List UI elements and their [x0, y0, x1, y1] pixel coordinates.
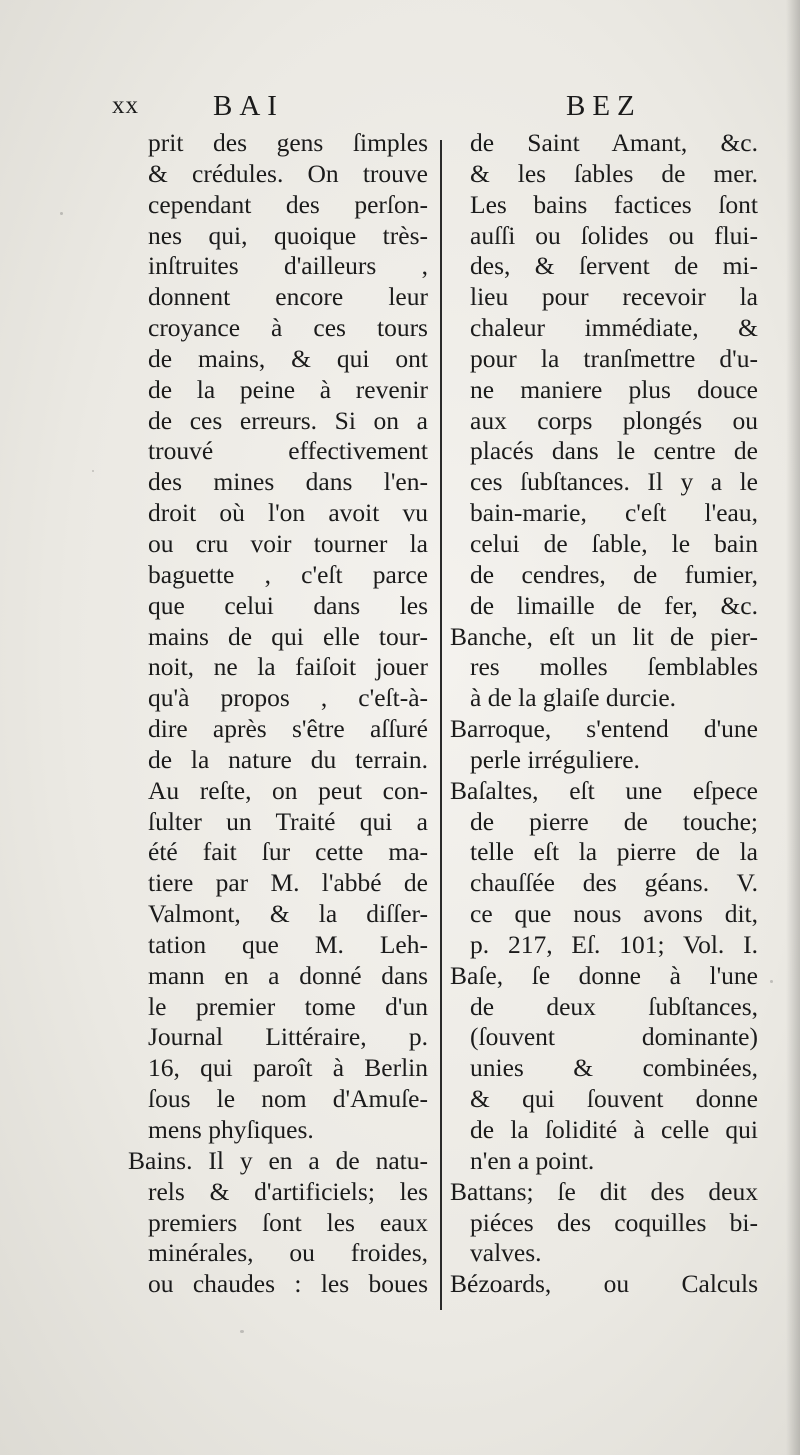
text-line-right: aux corps plongés ou: [470, 405, 758, 435]
text-line-left: donnent encore leur: [148, 282, 428, 312]
text-line-left: ſous le nom d'Amuſe-: [148, 1084, 428, 1114]
text-line-right: ce que nous avons dit,: [470, 899, 758, 929]
page-number: xx: [112, 92, 139, 119]
running-header: [0, 86, 800, 126]
text-line-left: mann en a donné dans: [148, 960, 428, 990]
text-line-right: (ſouvent dominante): [470, 1022, 758, 1052]
text-line-left: noit, ne la faiſoit jouer: [148, 652, 428, 682]
text-line-right: bain-marie, c'eſt l'eau,: [470, 498, 758, 528]
text-line-right: des, & ſervent de mi-: [470, 251, 758, 281]
text-line-left: de la peine à revenir: [148, 374, 428, 404]
text-line-left: Bains. Il y en a de natu-: [128, 1145, 428, 1175]
text-line-left: droit où l'on avoit vu: [148, 498, 428, 528]
text-line-right: de deux ſubſtances,: [470, 991, 758, 1021]
paper-speck: [770, 980, 773, 983]
left-running-head: BAI: [213, 90, 284, 122]
paper-speck: [92, 470, 94, 472]
text-line-left: tiere par M. l'abbé de: [148, 868, 428, 898]
text-line-right: telle eſt la pierre de la: [470, 837, 758, 867]
text-line-left: ou chaudes : les boues: [148, 1269, 428, 1299]
column-divider-rule: [440, 140, 442, 1310]
text-line-right: p. 217, Eſ. 101; Vol. I.: [470, 929, 758, 959]
text-line-right: n'en a point.: [470, 1145, 595, 1175]
text-line-left: & crédules. On trouve: [148, 158, 428, 188]
text-line-right: Barroque, s'entend d'une: [450, 714, 758, 744]
text-line-left: rels & d'artificiels; les: [148, 1176, 428, 1206]
text-line-right: chauſſée des géans. V.: [470, 868, 758, 898]
text-line-right: Baſe, ſe donne à l'une: [450, 960, 758, 990]
text-line-left: qu'à propos , c'eſt-à-: [148, 683, 428, 713]
text-line-right: auſſi ou ſolides ou flui-: [470, 220, 758, 250]
page-edge-shadow: [786, 0, 800, 1455]
text-line-left: Journal Littéraire, p.: [148, 1022, 428, 1052]
text-line-right: de la ſolidité à celle qui: [470, 1115, 758, 1144]
text-line-left: mens phyſiques.: [148, 1115, 314, 1144]
text-line-left: de mains, & qui ont: [148, 343, 428, 373]
text-line-left: premiers ſont les eaux: [148, 1207, 428, 1237]
text-line-right: valves.: [470, 1238, 542, 1268]
text-line-right: Baſaltes, eſt une eſpece: [450, 775, 758, 805]
text-line-right: Bézoards, ou Calculs: [450, 1269, 758, 1299]
text-line-left: 16, qui paroît à Berlin: [148, 1053, 428, 1083]
text-line-right: Battans; ſe dit des deux: [450, 1176, 758, 1206]
text-line-right: Les bains factices ſont: [470, 189, 758, 219]
text-line-right: de cendres, de fumier,: [470, 559, 758, 589]
text-line-left: de ces erreurs. Si on a: [148, 405, 428, 435]
text-line-right: ne maniere plus douce: [470, 374, 758, 404]
text-line-left: le premier tome d'un: [148, 991, 428, 1021]
right-running-head: BEZ: [566, 90, 642, 122]
text-line-right: piéces des coquilles bi-: [470, 1207, 758, 1237]
text-line-left: minérales, ou froides,: [148, 1238, 428, 1268]
text-line-right: & qui ſouvent donne: [470, 1084, 758, 1114]
text-line-left: baguette , c'eſt parce: [148, 559, 428, 589]
text-line-right: lieu pour recevoir la: [470, 282, 758, 312]
text-line-left: ou cru voir tourner la: [148, 528, 428, 558]
text-line-right: de limaille de fer, &c.: [470, 590, 758, 620]
text-line-right: placés dans le centre de: [470, 436, 758, 466]
text-line-right: perle irréguliere.: [470, 744, 640, 774]
text-line-right: unies & combinées,: [470, 1053, 758, 1083]
text-line-left: cependant des perſon-: [148, 189, 428, 219]
text-line-left: nes qui, quoique très-: [148, 220, 428, 250]
text-line-left: des mines dans l'en-: [148, 467, 428, 497]
text-line-left: trouvé effectivement: [148, 436, 428, 466]
paper-speck: [240, 1330, 244, 1333]
left-text-column: [128, 128, 428, 1300]
text-line-left: été fait ſur cette ma-: [148, 837, 428, 867]
text-line-left: de la nature du terrain.: [148, 744, 428, 774]
text-line-right: & les ſables de mer.: [470, 158, 758, 188]
text-line-left: Valmont, & la diſſer-: [148, 899, 428, 929]
text-line-right: de pierre de touche;: [470, 806, 758, 836]
text-line-left: tation que M. Leh-: [148, 929, 428, 959]
text-line-right: à de la glaiſe durcie.: [470, 683, 677, 713]
text-line-left: mains de qui elle tour-: [148, 621, 428, 651]
text-line-right: res molles ſemblables: [470, 652, 758, 682]
text-line-left: prit des gens ſimples: [148, 128, 428, 157]
text-line-left: dire après s'être aſſuré: [148, 714, 428, 744]
text-line-right: celui de ſable, le bain: [470, 528, 758, 558]
text-line-right: chaleur immédiate, &: [470, 313, 758, 343]
text-line-left: Au reſte, on peut con-: [148, 775, 428, 805]
text-line-right: Banche, eſt un lit de pier-: [450, 621, 758, 651]
right-text-column: [450, 128, 758, 1300]
text-line-left: inſtruites d'ailleurs ,: [148, 251, 428, 281]
text-line-right: de Saint Amant, &c.: [470, 128, 758, 157]
text-line-left: ſulter un Traité qui a: [148, 806, 428, 836]
text-line-right: pour la tranſmettre d'u-: [470, 343, 758, 373]
text-line-left: que celui dans les: [148, 590, 428, 620]
paper-speck: [60, 212, 63, 215]
text-line-right: ces ſubſtances. Il y a le: [470, 467, 758, 497]
text-line-left: croyance à ces tours: [148, 313, 428, 343]
